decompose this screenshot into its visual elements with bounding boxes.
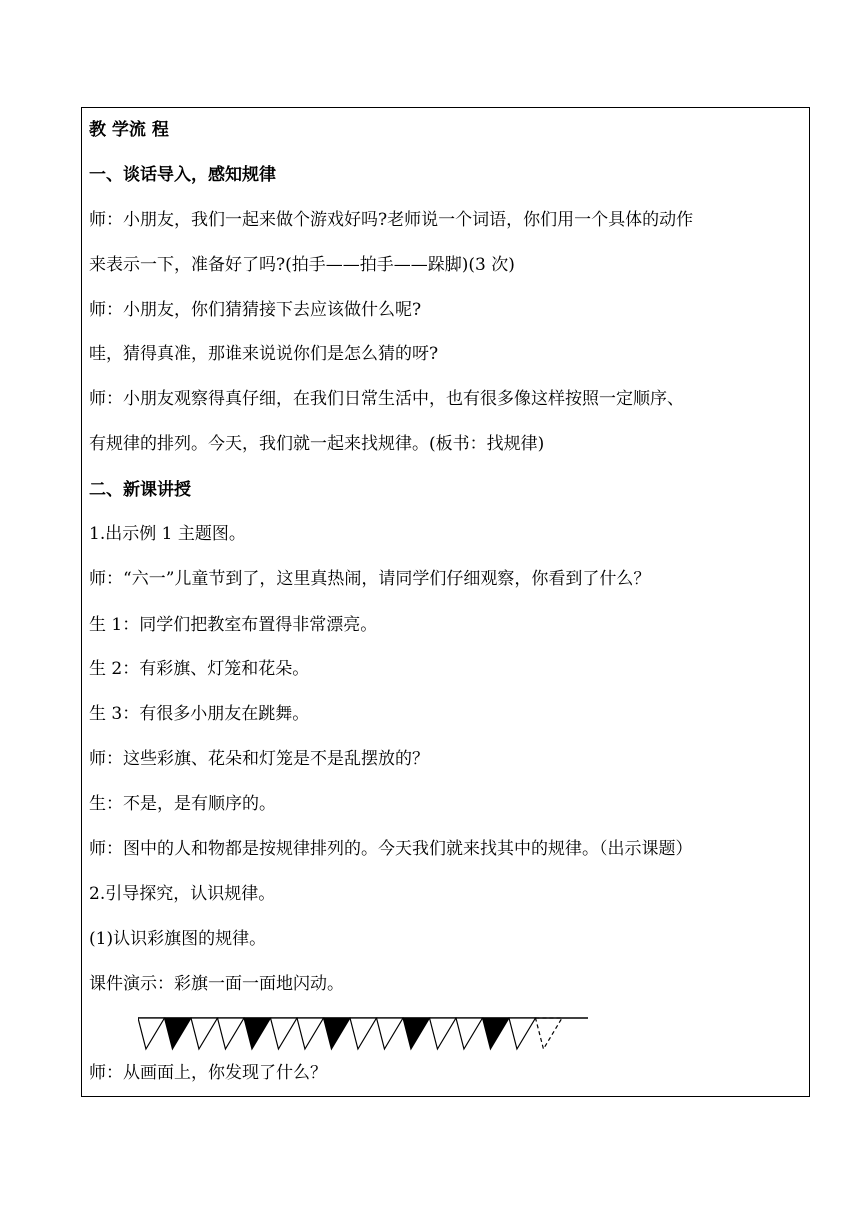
text-line-15: 生：不是，是有顺序的。 <box>89 794 276 814</box>
text-line-6: 师：小朋友观察得真仔细，在我们日常生活中，也有很多像这样按照一定顺序、 <box>89 389 684 409</box>
text-line-2: 师：小朋友，我们一起来做个游戏好吗?老师说一个词语，你们用一个具体的动作 <box>89 210 694 230</box>
text-line-18: (1)认识彩旗图的规律。 <box>89 929 267 949</box>
text-line-1: 一、谈话导入，感知规律 <box>89 165 276 185</box>
flag-white-9 <box>377 1018 404 1049</box>
text-line-14: 师：这些彩旗、花朵和灯笼是不是乱摆放的？ <box>89 749 429 769</box>
text-line-20: 师：从画面上，你发现了什么？ <box>89 1063 327 1083</box>
text-line-13: 生 3：有很多小朋友在跳舞。 <box>89 704 310 724</box>
flag-black-1 <box>165 1018 192 1049</box>
text-line-11: 生 1：同学们把教室布置得非常漂亮。 <box>89 615 378 635</box>
text-line-3: 来表示一下，准备好了吗?(拍手——拍手——跺脚)(3 次) <box>89 255 515 275</box>
text-line-10: 师：“六一”儿童节到了，这里真热闹，请同学们仔细观察，你看到了什么？ <box>89 569 651 589</box>
flag-white-12 <box>456 1018 483 1049</box>
text-line-4: 师：小朋友，你们猜猜接下去应该做什么呢? <box>89 300 422 320</box>
flag-white-8 <box>350 1018 377 1049</box>
text-line-19: 课件演示：彩旗一面一面地闪动。 <box>89 974 344 994</box>
flag-white-0 <box>138 1018 165 1049</box>
text-line-17: 2.引导探究，认识规律。 <box>89 884 276 904</box>
text-line-8: 二、新课讲授 <box>89 480 191 500</box>
text-line-0: 教 学流 程 <box>89 120 169 140</box>
flag-white-14 <box>509 1018 536 1049</box>
flag-bunting-figure <box>138 1016 588 1052</box>
text-line-12: 生 2：有彩旗、灯笼和花朵。 <box>89 659 310 679</box>
flag-black-13 <box>483 1018 510 1049</box>
text-line-5: 哇，猜得真准，那谁来说说你们是怎么猜的呀? <box>89 344 439 364</box>
flag-white-6 <box>297 1018 324 1049</box>
flag-black-10 <box>403 1018 430 1049</box>
flag-black-4 <box>244 1018 271 1049</box>
flag-white-11 <box>430 1018 457 1049</box>
flag-white-2 <box>191 1018 218 1049</box>
text-line-16: 师：图中的人和物都是按规律排列的。今天我们就来找其中的规律。（出示课题） <box>89 839 693 859</box>
text-line-9: 1.出示例 1 主题图。 <box>89 524 246 544</box>
text-line-7: 有规律的排列。今天，我们就一起来找规律。(板书：找规律) <box>89 434 545 454</box>
flag-white-3 <box>218 1018 245 1049</box>
flag-dashed-15 <box>536 1018 563 1049</box>
flag-white-5 <box>271 1018 298 1049</box>
flag-black-7 <box>324 1018 351 1049</box>
